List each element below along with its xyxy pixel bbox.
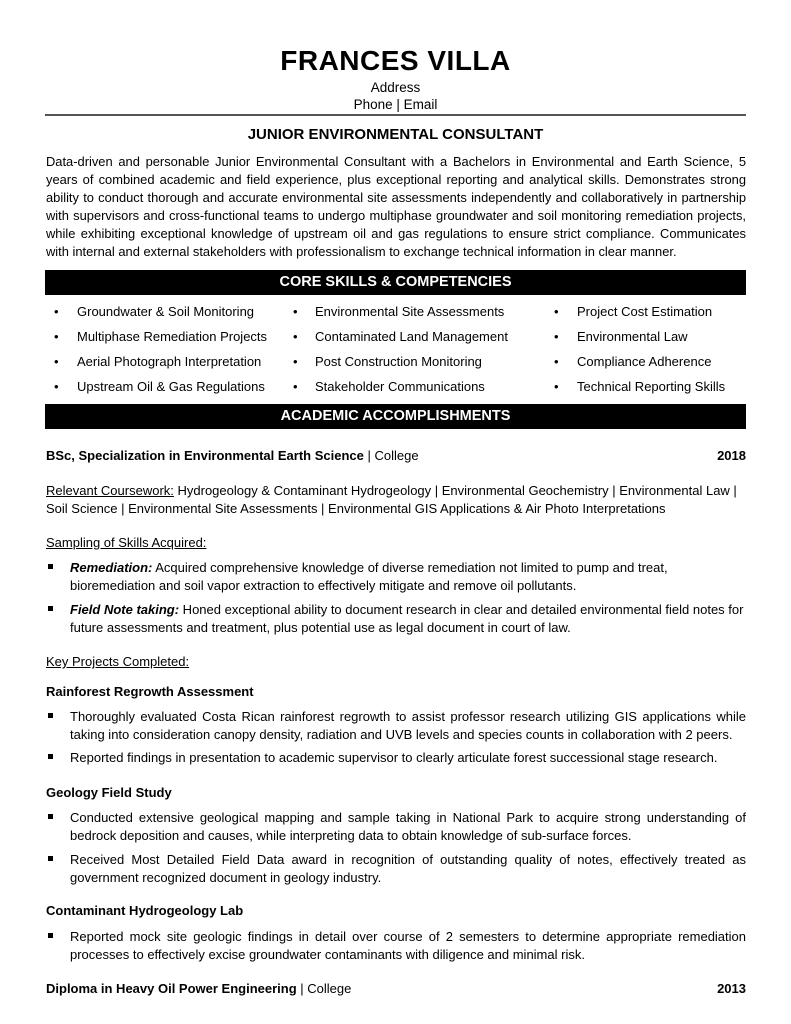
- address: Address: [370, 80, 421, 95]
- degree-title: Diploma in Heavy Oil Power Engineering: [46, 981, 297, 996]
- bullet-icon: •: [54, 354, 59, 369]
- degree-year: 2013: [717, 981, 746, 996]
- square-bullet-icon: [48, 564, 53, 569]
- skill-item: Groundwater & Soil Monitoring: [77, 304, 255, 319]
- skill-item: Contaminated Land Management: [315, 329, 508, 344]
- item-text: Honed exceptional ability to document research in clear and detailed environmental field notes for future assessments and treatment, plus potential use as legal document in court of law.: [70, 602, 744, 635]
- skill-item: Aerial Photograph Interpretation: [77, 354, 262, 369]
- bullet-icon: •: [293, 304, 298, 319]
- item-label: Remediation:: [70, 560, 153, 575]
- bullet-icon: •: [293, 329, 298, 344]
- degree-title: BSc, Specialization in Environmental Earth Science: [46, 448, 364, 463]
- skill-item: Project Cost Estimation: [577, 304, 713, 319]
- bullet-icon: •: [554, 304, 559, 319]
- square-bullet-icon: [48, 754, 53, 759]
- skill-item: Upstream Oil & Gas Regulations: [77, 379, 265, 394]
- projects-heading: Key Projects Completed:: [46, 654, 190, 669]
- separator: |: [363, 448, 375, 463]
- candidate-name: FRANCES VILLA: [280, 45, 511, 76]
- bullet-icon: •: [293, 379, 298, 394]
- item-text: Acquired comprehensive knowledge of diverse remediation not limited to pump and treat, bioremediation and soil vapor extraction to effectively mitigate and remove oil pollutants.: [70, 560, 668, 593]
- bullet-icon: •: [554, 354, 559, 369]
- item-label: Field Note taking:: [70, 602, 180, 617]
- list-item: [46, 559, 746, 595]
- school-name: College: [307, 981, 352, 996]
- bullet-icon: •: [293, 354, 298, 369]
- skill-item: Stakeholder Communications: [315, 379, 485, 394]
- list-item: [46, 749, 746, 767]
- separator: |: [296, 981, 308, 996]
- bullet-icon: •: [554, 329, 559, 344]
- square-bullet-icon: [48, 814, 53, 819]
- skill-item: Compliance Adherence: [577, 354, 712, 369]
- item-text: Reported mock site geologic findings in detail over course of 2 semesters to determine appropriate remediation processes to effectively excise groundwater contaminants with diligence and minimal risk.: [70, 929, 746, 962]
- degree-diploma: [46, 981, 746, 997]
- skill-item: Multiphase Remediation Projects: [77, 329, 268, 344]
- square-bullet-icon: [48, 933, 53, 938]
- coursework-label: Relevant Coursework:: [46, 483, 174, 498]
- item-text: Received Most Detailed Field Data award in recognition of outstanding quality of notes, effectively treated as government recognized document in geology industry.: [70, 852, 746, 885]
- item-text: Reported findings in presentation to academic supervisor to clearly articulate forest successional stage research.: [70, 750, 718, 765]
- item-text: Conducted extensive geological mapping and sample taking in National Park to acquire strong understanding of bedrock deposition and causes, while interpreting data to obtain knowledge of sub-surface forces.: [70, 810, 746, 843]
- professional-summary: Data-driven and personable Junior Environmental Consultant with a Bachelors in Environmental and Earth Science, 5 years of combined academic and field experience, plus exceptional reporting and analytical skills. Demonstrates strong ability to conduct thorough and accurate environmental site assessments independently and collaboratively in partnership with supervisors and cross-functional teams to undergo multiphase groundwater and soil monitoring remediation projects, while exhibiting exceptional knowledge of upstream oil and gas regulations to ensure strict compliance. Communicates with internal and external stakeholders with professionalism to exchange technical information in clear manner.: [46, 154, 746, 259]
- bullet-icon: •: [554, 379, 559, 394]
- project-title: Rainforest Regrowth Assessment: [46, 684, 254, 699]
- project-title: Contaminant Hydrogeology Lab: [46, 903, 244, 918]
- square-bullet-icon: [48, 606, 53, 611]
- coursework-text: Hydrogeology & Contaminant Hydrogeology | Environmental Geochemistry | Environmental Law | Soil Science | Environmental Site Assessments | Environmental GIS Applications & Air Photo Interpretations: [46, 483, 737, 516]
- bullet-icon: •: [54, 379, 59, 394]
- bullet-icon: •: [54, 329, 59, 344]
- list-item: [46, 708, 746, 744]
- job-title: JUNIOR ENVIRONMENTAL CONSULTANT: [247, 126, 544, 143]
- bullet-icon: •: [54, 304, 59, 319]
- academic-heading: ACADEMIC ACCOMPLISHMENTS: [45, 404, 746, 429]
- project-title: Geology Field Study: [46, 785, 172, 800]
- school-name: College: [374, 448, 419, 463]
- list-item: [46, 851, 746, 887]
- list-item: [46, 928, 746, 964]
- core-skills-heading: CORE SKILLS & COMPETENCIES: [45, 270, 746, 295]
- skills-grid: [0, 304, 791, 399]
- skill-item: Environmental Law: [577, 329, 688, 344]
- degree-bsc: [46, 448, 746, 464]
- list-item: [46, 601, 746, 637]
- skill-item: Technical Reporting Skills: [577, 379, 726, 394]
- item-text: Thoroughly evaluated Costa Rican rainforest regrowth to assist professor research utilizing GIS applications while taking into consideration canopy density, radiation and UVB levels and species counts in collaboration with 2 peers.: [70, 709, 746, 742]
- degree-year: 2018: [717, 448, 746, 463]
- skill-item: Post Construction Monitoring: [315, 354, 482, 369]
- square-bullet-icon: [48, 713, 53, 718]
- square-bullet-icon: [48, 856, 53, 861]
- coursework: [46, 482, 746, 517]
- skill-item: Environmental Site Assessments: [315, 304, 505, 319]
- sampling-heading: Sampling of Skills Acquired:: [46, 535, 207, 550]
- phone-email: Phone | Email: [353, 97, 438, 112]
- list-item: [46, 809, 746, 845]
- header-divider: [45, 114, 746, 116]
